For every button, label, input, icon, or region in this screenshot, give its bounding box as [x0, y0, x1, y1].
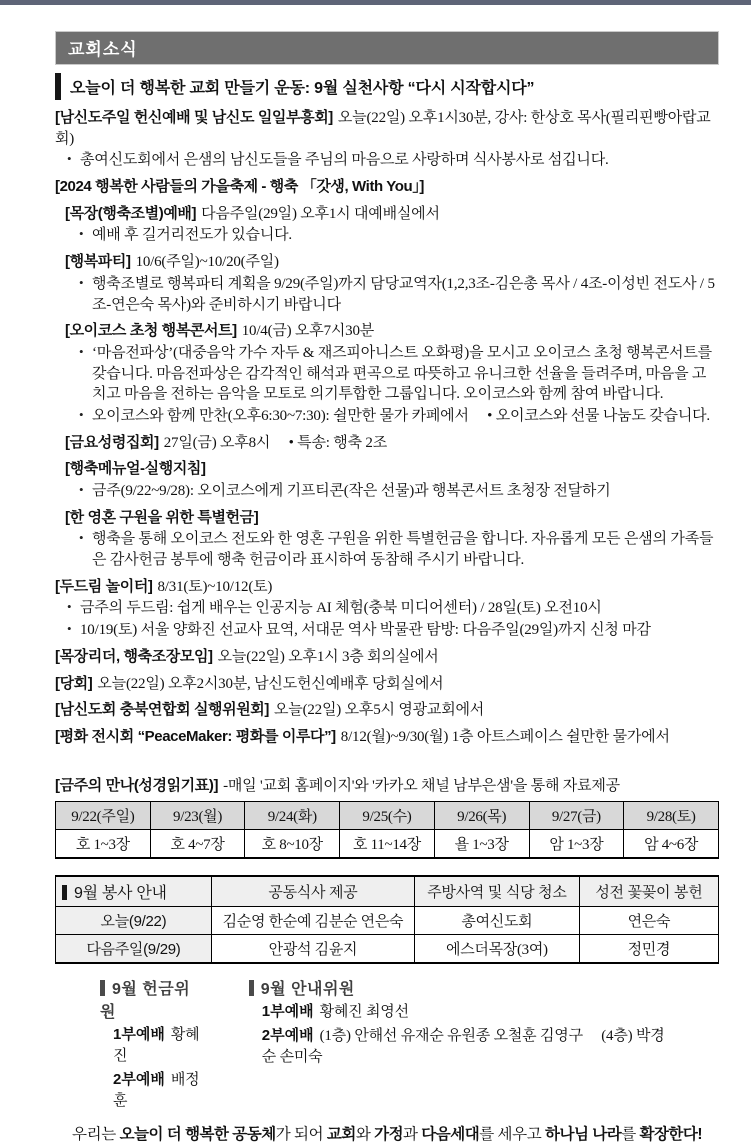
day-header: 9/26(목)	[434, 801, 529, 829]
news-bullet: • 총여신도회에서 은샘의 남신도들을 주님의 마음으로 사랑하며 식사봉사로 섬깁니다.	[65, 150, 719, 171]
news-item: [목장리더, 행축조장모임] 오늘(22일) 오후1시 3층 회의실에서	[55, 647, 439, 665]
bible-reading-heading: [금주의 만나(성경읽기표)] -매일 '교회 홈페이지'와 '카카오 채널 남부은샘'을 통해 자료제공	[55, 776, 620, 794]
news-item: [금요성령집회] 27일(금) 오후8시 • 특송: 행축 2조	[65, 433, 387, 451]
news-bullet: • 오이코스와 함께 만찬(오후6:30~7:30): 쉴만한 물가 카페에서 • 오이코스와 선물 나눔도 갖습니다.	[77, 406, 719, 427]
news-item: [당회] 오늘(22일) 오후2시30분, 남신도헌신예배후 당회실에서	[55, 674, 444, 692]
reading-cell: 호 8~10장	[245, 829, 340, 858]
bible-reading-title: [금주의 만나(성경읽기표)]	[55, 776, 219, 794]
usher-committee	[249, 976, 671, 1112]
news-item: [두드림 놀이터] 8/31(토)~10/12(토)	[55, 577, 273, 595]
reading-cell: 욜 1~3장	[434, 829, 529, 858]
news-item-title: [금요성령집회]	[65, 433, 159, 451]
news-item-title: [행축메뉴얼-실행지침]	[65, 460, 206, 478]
news-item: [남신도회 충북연합회 실행위원회] 오늘(22일) 오후5시 영광교회에서	[55, 701, 485, 719]
news-item-title: [평화 전시회 “PeaceMaker: 평화를 이루다”]	[55, 727, 336, 745]
service-cell: 연은숙	[579, 906, 718, 934]
news-item	[55, 177, 719, 198]
committee-row	[262, 1025, 671, 1068]
day-header: 9/22(주일)	[56, 801, 151, 829]
news-item-title: [목장(행축조별)예배]	[65, 204, 197, 222]
day-header: 9/24(화)	[245, 801, 340, 829]
member-names: (1층) 안해선 유재순 유원종 오철훈 김영구 (4층) 박경순 손미숙	[261, 1027, 665, 1065]
service-label: 1부예배	[261, 1002, 314, 1020]
member-names: 황혜진	[113, 1026, 200, 1064]
news-bullet: • 금주의 두드림: 쉽게 배우는 인공지능 AI 체험(충북 미디어센터) / 28일(토) 오전10시	[65, 598, 719, 619]
news-item-title: [목장리더, 행축조장모임]	[55, 647, 213, 665]
section-bar-marker-icon	[100, 980, 105, 996]
day-header: 9/28(토)	[624, 801, 719, 829]
news-item-title: [두드림 놀이터]	[55, 577, 153, 595]
day-header: 9/27(금)	[529, 801, 624, 829]
service-table-title-cell: 9월 봉사 안내	[56, 876, 212, 907]
reading-cell: 암 1~3장	[529, 829, 624, 858]
day-header: 9/23(월)	[150, 801, 245, 829]
news-item-title: [한 영혼 구원을 위한 특별헌금]	[65, 508, 259, 526]
service-schedule-table	[55, 875, 719, 964]
campaign-subtitle: 오늘이 더 행복한 교회 만들기 운동: 9월 실천사항 “다시 시작합시다”	[55, 73, 719, 100]
news-bullet: • 10/19(토) 서울 양화진 선교사 묘역, 서대문 역사 박물관 탐방: 다음주일(29일)까지 신청 마감	[65, 620, 719, 641]
service-cell: 김순영 한순예 김분순 연은숙	[211, 906, 414, 934]
section-bar-marker-icon	[62, 885, 67, 900]
news-item: [오이코스 초청 행복콘서트] 10/4(금) 오후7시30분	[65, 322, 375, 340]
service-label: 1부예배	[113, 1025, 165, 1043]
service-label: 2부예배	[113, 1070, 165, 1088]
service-cell: 정민경	[579, 934, 718, 963]
service-column-header: 공동식사 제공	[211, 876, 414, 907]
table-header-row	[56, 876, 719, 907]
committee-title: 9월 헌금위원	[100, 980, 191, 1021]
news-bullet: • 금주(9/22~9/28): 오이코스에게 기프티콘(작은 선물)과 행복콘서트 초청장 전달하기	[77, 481, 719, 502]
table-header-row	[56, 801, 719, 829]
news-item-title: [오이코스 초청 행복콘서트]	[65, 322, 237, 340]
news-bullet: • 행축을 통해 오이코스 전도와 한 영혼 구원을 위한 특별헌금을 합니다. 자유롭게 모든 은샘의 가족들은 감사헌금 봉투에 행축 헌금이라 표시하여 동참해 주시기 바랍니다.	[77, 529, 719, 570]
reading-cell: 호 11~14장	[340, 829, 435, 858]
news-item: [행복파티] 10/6(주일)~10/20(주일)	[65, 253, 279, 271]
news-item-title: [당회]	[55, 674, 93, 692]
day-header: 9/25(수)	[340, 801, 435, 829]
news-item-title: [행복파티]	[65, 253, 131, 271]
reading-cell: 호 4~7장	[150, 829, 245, 858]
service-cell: 총여신도회	[415, 906, 580, 934]
news-item	[65, 508, 719, 529]
news-item: [평화 전시회 “PeaceMaker: 평화를 이루다”] 8/12(월)~9/30(월) 1층 아트스페이스 쉴만한 물가에서	[55, 727, 670, 745]
committee-title: 9월 안내위원	[249, 976, 671, 999]
news-item	[65, 459, 719, 480]
news-item	[55, 108, 719, 149]
table-row	[56, 934, 719, 963]
service-column-header: 성전 꽃꽂이 봉헌	[579, 876, 718, 907]
service-column-header: 주방사역 및 식당 청소	[415, 876, 580, 907]
section-bar-marker-icon	[249, 980, 254, 996]
news-item-title: [2024 행복한 사람들의 가을축제 - 행축 「갓생, With You」]	[55, 178, 425, 196]
committee-row	[113, 1024, 201, 1067]
news-item-text: 오늘(22일) 오후1시30분, 강사: 한상호 목사(필리핀빵아랍교회)	[55, 110, 711, 147]
service-row-label: 오늘(9/22)	[56, 906, 212, 934]
news-item-title: [남신도회 충북연합회 실행위원회]	[55, 701, 269, 719]
news-item: [목장(행축조별)예배] 다음주일(29일) 오후1시 대예배실에서	[65, 204, 440, 222]
news-list	[55, 108, 719, 748]
bulletin-content	[0, 5, 751, 1144]
reading-cell: 호 1~3장	[56, 829, 151, 858]
news-bullet: • 행축조별로 행복파티 계획을 9/29(주일)까지 담당교역자(1,2,3조-김은총 목사 / 4조-이성빈 전도사 / 5조-연은숙 목사)와 준비하시기 바랍니다	[77, 274, 719, 315]
bible-reading-table	[55, 801, 719, 859]
service-row-label: 다음주일(9/29)	[56, 934, 212, 963]
bible-reading-section	[55, 774, 719, 859]
member-names: 황혜진 최영선	[319, 1003, 409, 1020]
news-bullet: • 예배 후 길거리전도가 있습니다.	[77, 225, 719, 246]
table-row	[56, 906, 719, 934]
service-cell: 안광석 김윤지	[211, 934, 414, 963]
offering-committee	[100, 976, 201, 1112]
service-cell: 에스더목장(3여)	[415, 934, 580, 963]
committee-row	[113, 1069, 201, 1112]
news-item-title: [남신도주일 헌신예배 및 남신도 일일부흥회]	[55, 109, 333, 126]
committees-section	[100, 976, 719, 1112]
section-header-church-news: 교회소식	[55, 31, 719, 65]
news-bullet: • ‘마음전파상’(대중음악 가수 자두 & 재즈피아니스트 오화평)을 모시고 오이코스 초청 행복콘서트를 갖습니다. 마음전파상은 감각적인 해석과 편곡으로 따뜻하고 유니크한 선율을 들려주며, 마음을 고치고 마음을 전하는 음악을 모토로 의기투합한 그룹입니다. 오이코스와 함께 참여 바랍니다.	[77, 343, 719, 405]
table-row	[56, 829, 719, 858]
reading-cell: 암 4~6장	[624, 829, 719, 858]
service-label: 2부예배	[261, 1026, 314, 1044]
service-schedule-section	[55, 875, 719, 964]
committee-row	[262, 1001, 671, 1023]
vision-slogan: 우리는 오늘이 더 행복한 공동체가 되어 교회와 가정과 다음세대를 세우고 하나님 나라를 확장한다!	[71, 1125, 703, 1143]
member-names: 배정훈	[113, 1071, 200, 1109]
